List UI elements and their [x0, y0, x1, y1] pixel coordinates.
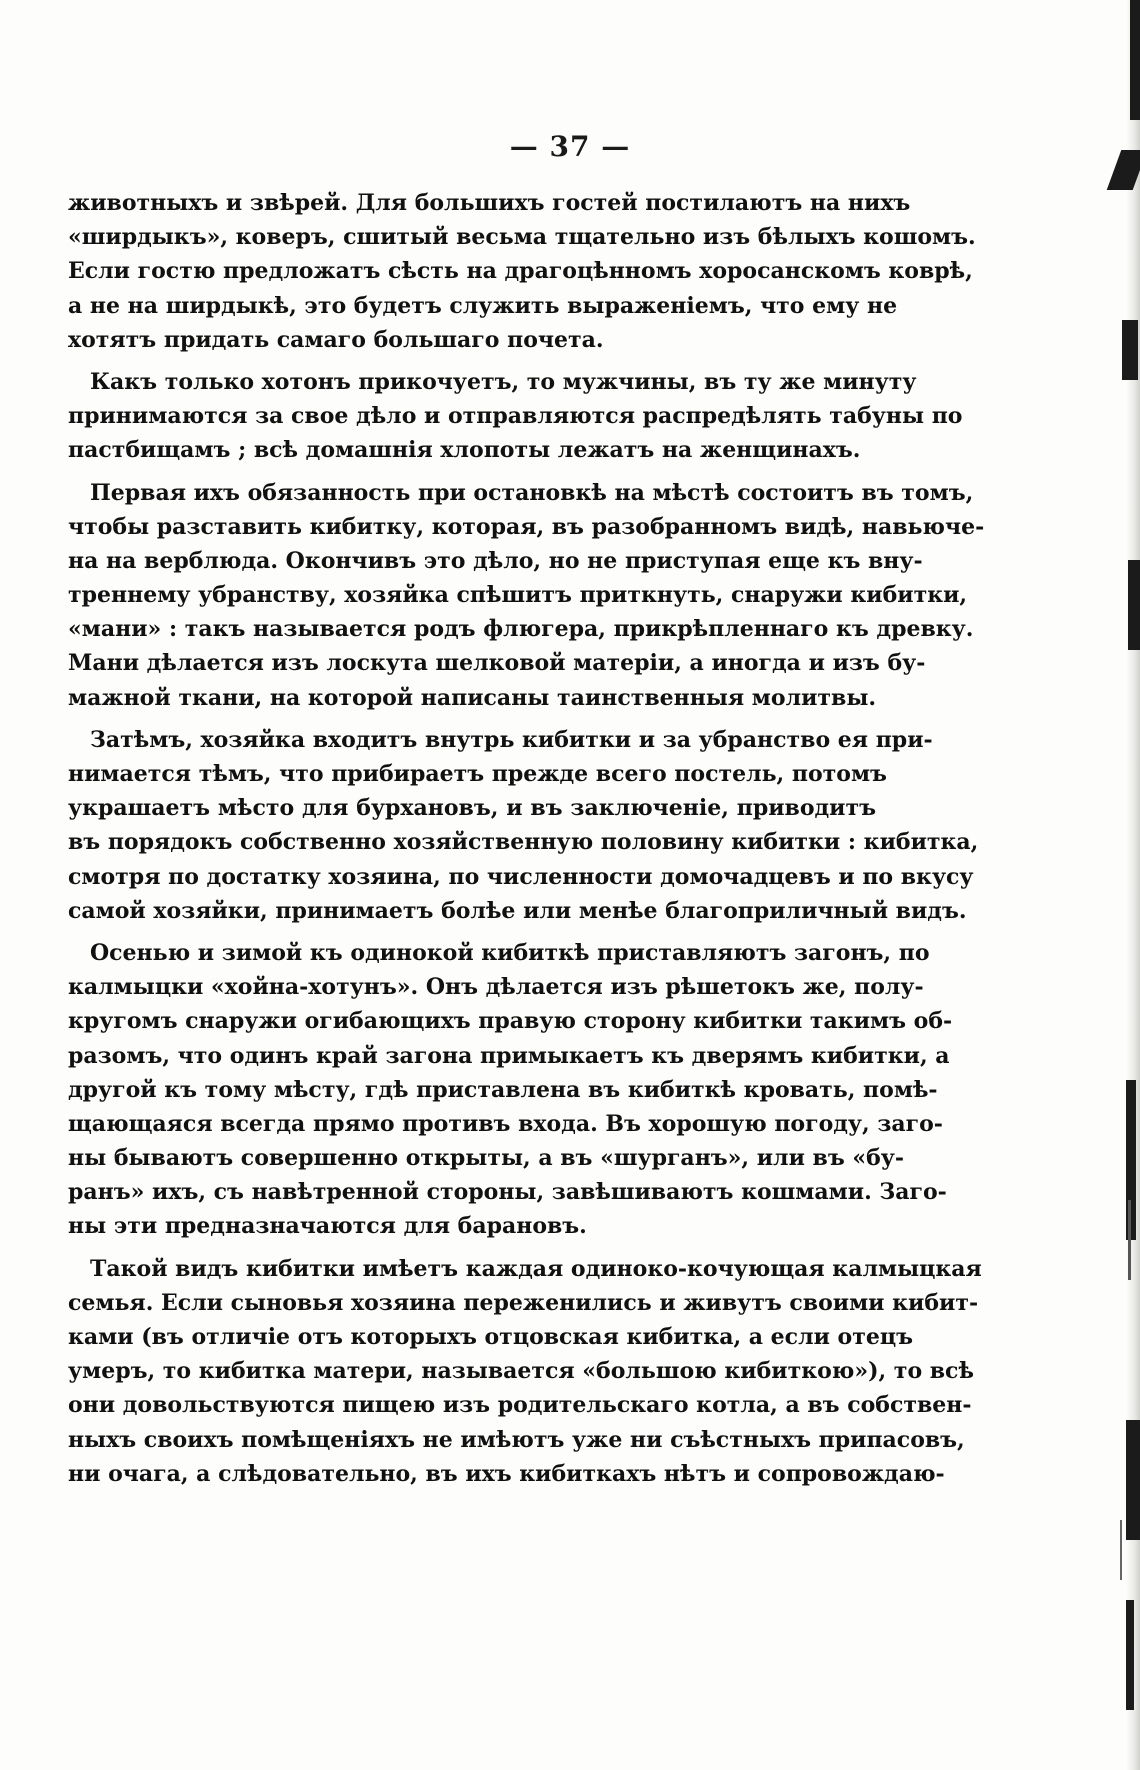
text-line: Затѣмъ, хозяйка входитъ внутрь кибитки и за убранство ея при-	[90, 726, 933, 753]
text-line: семья. Если сыновья хозяина переженились и живутъ своими кибит-	[68, 1289, 979, 1316]
text-line: ны эти предназначаются для барановъ.	[68, 1213, 587, 1240]
text-line: украшаетъ мѣсто для бурхановъ, и въ заключеніе, приводитъ	[68, 795, 876, 822]
text-line: пастбищамъ ; всѣ домашнія хлопоты лежатъ на женщинахъ.	[68, 437, 861, 464]
text-line: ками (въ отличіе отъ которыхъ отцовская кибитка, а если отецъ	[68, 1324, 913, 1350]
text-line: Первая ихъ обязанность при остановкѣ на мѣстѣ состоитъ въ томъ,	[90, 479, 974, 506]
text-line: а не на ширдыкѣ, это будетъ служить выраженіемъ, что ему не	[68, 292, 898, 319]
text-line: Какъ только хотонъ прикочуетъ, то мужчины, въ ту же минуту	[90, 368, 917, 395]
text-line: Мани дѣлается изъ лоскута шелковой матеріи, а иногда и изъ бу-	[68, 650, 926, 677]
paragraph-6	[68, 1252, 982, 1491]
text-line: кругомъ снаружи огибающихъ правую сторону кибитки такимъ об-	[68, 1008, 953, 1035]
text-line: ныхъ своихъ помѣщеніяхъ не имѣютъ уже ни съѣстныхъ припасовъ,	[68, 1426, 965, 1453]
text-line: животныхъ и звѣрей. Для большихъ гостей постилаютъ на нихъ	[68, 190, 911, 216]
text-line: ни очага, а слѣдовательно, въ ихъ кибиткахъ нѣтъ и сопровождаю-	[68, 1460, 945, 1487]
text-line: разомъ, что одинъ край загона примыкаетъ къ дверямъ кибитки, а	[68, 1042, 950, 1069]
paragraph-5	[68, 936, 953, 1244]
text-line: самой хозяйки, принимаетъ болѣе или менѣе благоприличный видъ.	[68, 897, 967, 924]
text-line: смотря по достатку хозяина, по численности домочадцевъ и по вкусу	[68, 863, 974, 890]
text-line: они довольствуются пищею изъ родительскаго котла, а въ собствен-	[68, 1392, 972, 1419]
paragraph-3	[68, 476, 985, 715]
text-line: Осенью и зимой къ одинокой кибиткѣ приставляютъ загонъ, по	[90, 939, 930, 966]
text-line: чтобы разставить кибитку, которая, въ разобранномъ видѣ, навьюче-	[68, 513, 985, 540]
text-line: «мани» : такъ называется родъ флюгера, прикрѣпленнаго къ древку.	[68, 616, 974, 643]
text-line: Такой видъ кибитки имѣетъ каждая одиноко-кочующая калмыцкая	[90, 1255, 982, 1282]
paragraph-2	[68, 365, 963, 468]
text-line: ны бываютъ совершенно открыты, а въ «шурганъ», или въ «бу-	[68, 1145, 904, 1172]
text-line: умеръ, то кибитка матери, называется «большою кибиткою»), то всѣ	[68, 1358, 974, 1385]
scan-speck-1	[1128, 1200, 1131, 1280]
text-line: «ширдыкъ», коверъ, сшитый весьма тщательно изъ бѣлыхъ кошомъ.	[68, 224, 976, 251]
scan-speck-2	[1120, 1520, 1122, 1580]
scan-mark-mid-2	[1128, 560, 1140, 650]
page-number: — 37 —	[509, 130, 631, 163]
body-text	[68, 186, 985, 1499]
text-line: Если гостю предложатъ сѣсть на драгоцѣнномъ хоросанскомъ коврѣ,	[68, 258, 973, 285]
text-line: на на верблюда. Окончивъ это дѣло, но не приступая еще къ вну-	[68, 547, 923, 574]
scan-mark-mid-1	[1122, 320, 1138, 380]
text-line: калмыцки «хойна-хотунъ». Онъ дѣлается изъ рѣшетокъ же, полу-	[68, 974, 924, 1001]
text-line: другой къ тому мѣсту, гдѣ приставлена въ кибиткѣ кровать, помѣ-	[68, 1076, 938, 1103]
paragraph-4	[68, 723, 979, 928]
text-line: въ порядокъ собственно хозяйственную половину кибитки : кибитка,	[68, 829, 979, 856]
scan-mark-lower	[1126, 1420, 1140, 1540]
text-line: нимается тѣмъ, что прибираетъ прежде всего постель, потомъ	[68, 761, 887, 787]
text-line: мажной ткани, на которой написаны таинственныя молитвы.	[68, 684, 877, 711]
scan-mark-top	[1130, 0, 1140, 120]
text-line: ранъ» ихъ, съ навѣтренной стороны, завѣшиваютъ кошмами. Заго-	[68, 1179, 947, 1206]
text-line: хотятъ придать самаго большаго почета.	[68, 326, 604, 353]
text-line: принимаются за свое дѣло и отправляются распредѣлять табуны по	[68, 403, 963, 430]
scan-mark-bottom	[1126, 1600, 1134, 1710]
text-line: треннему убранству, хозяйка спѣшитъ приткнуть, снаружи кибитки,	[68, 582, 968, 609]
paragraph-1	[68, 186, 976, 357]
text-line: щающаяся всегда прямо противъ входа. Въ хорошую погоду, заго-	[68, 1110, 943, 1137]
